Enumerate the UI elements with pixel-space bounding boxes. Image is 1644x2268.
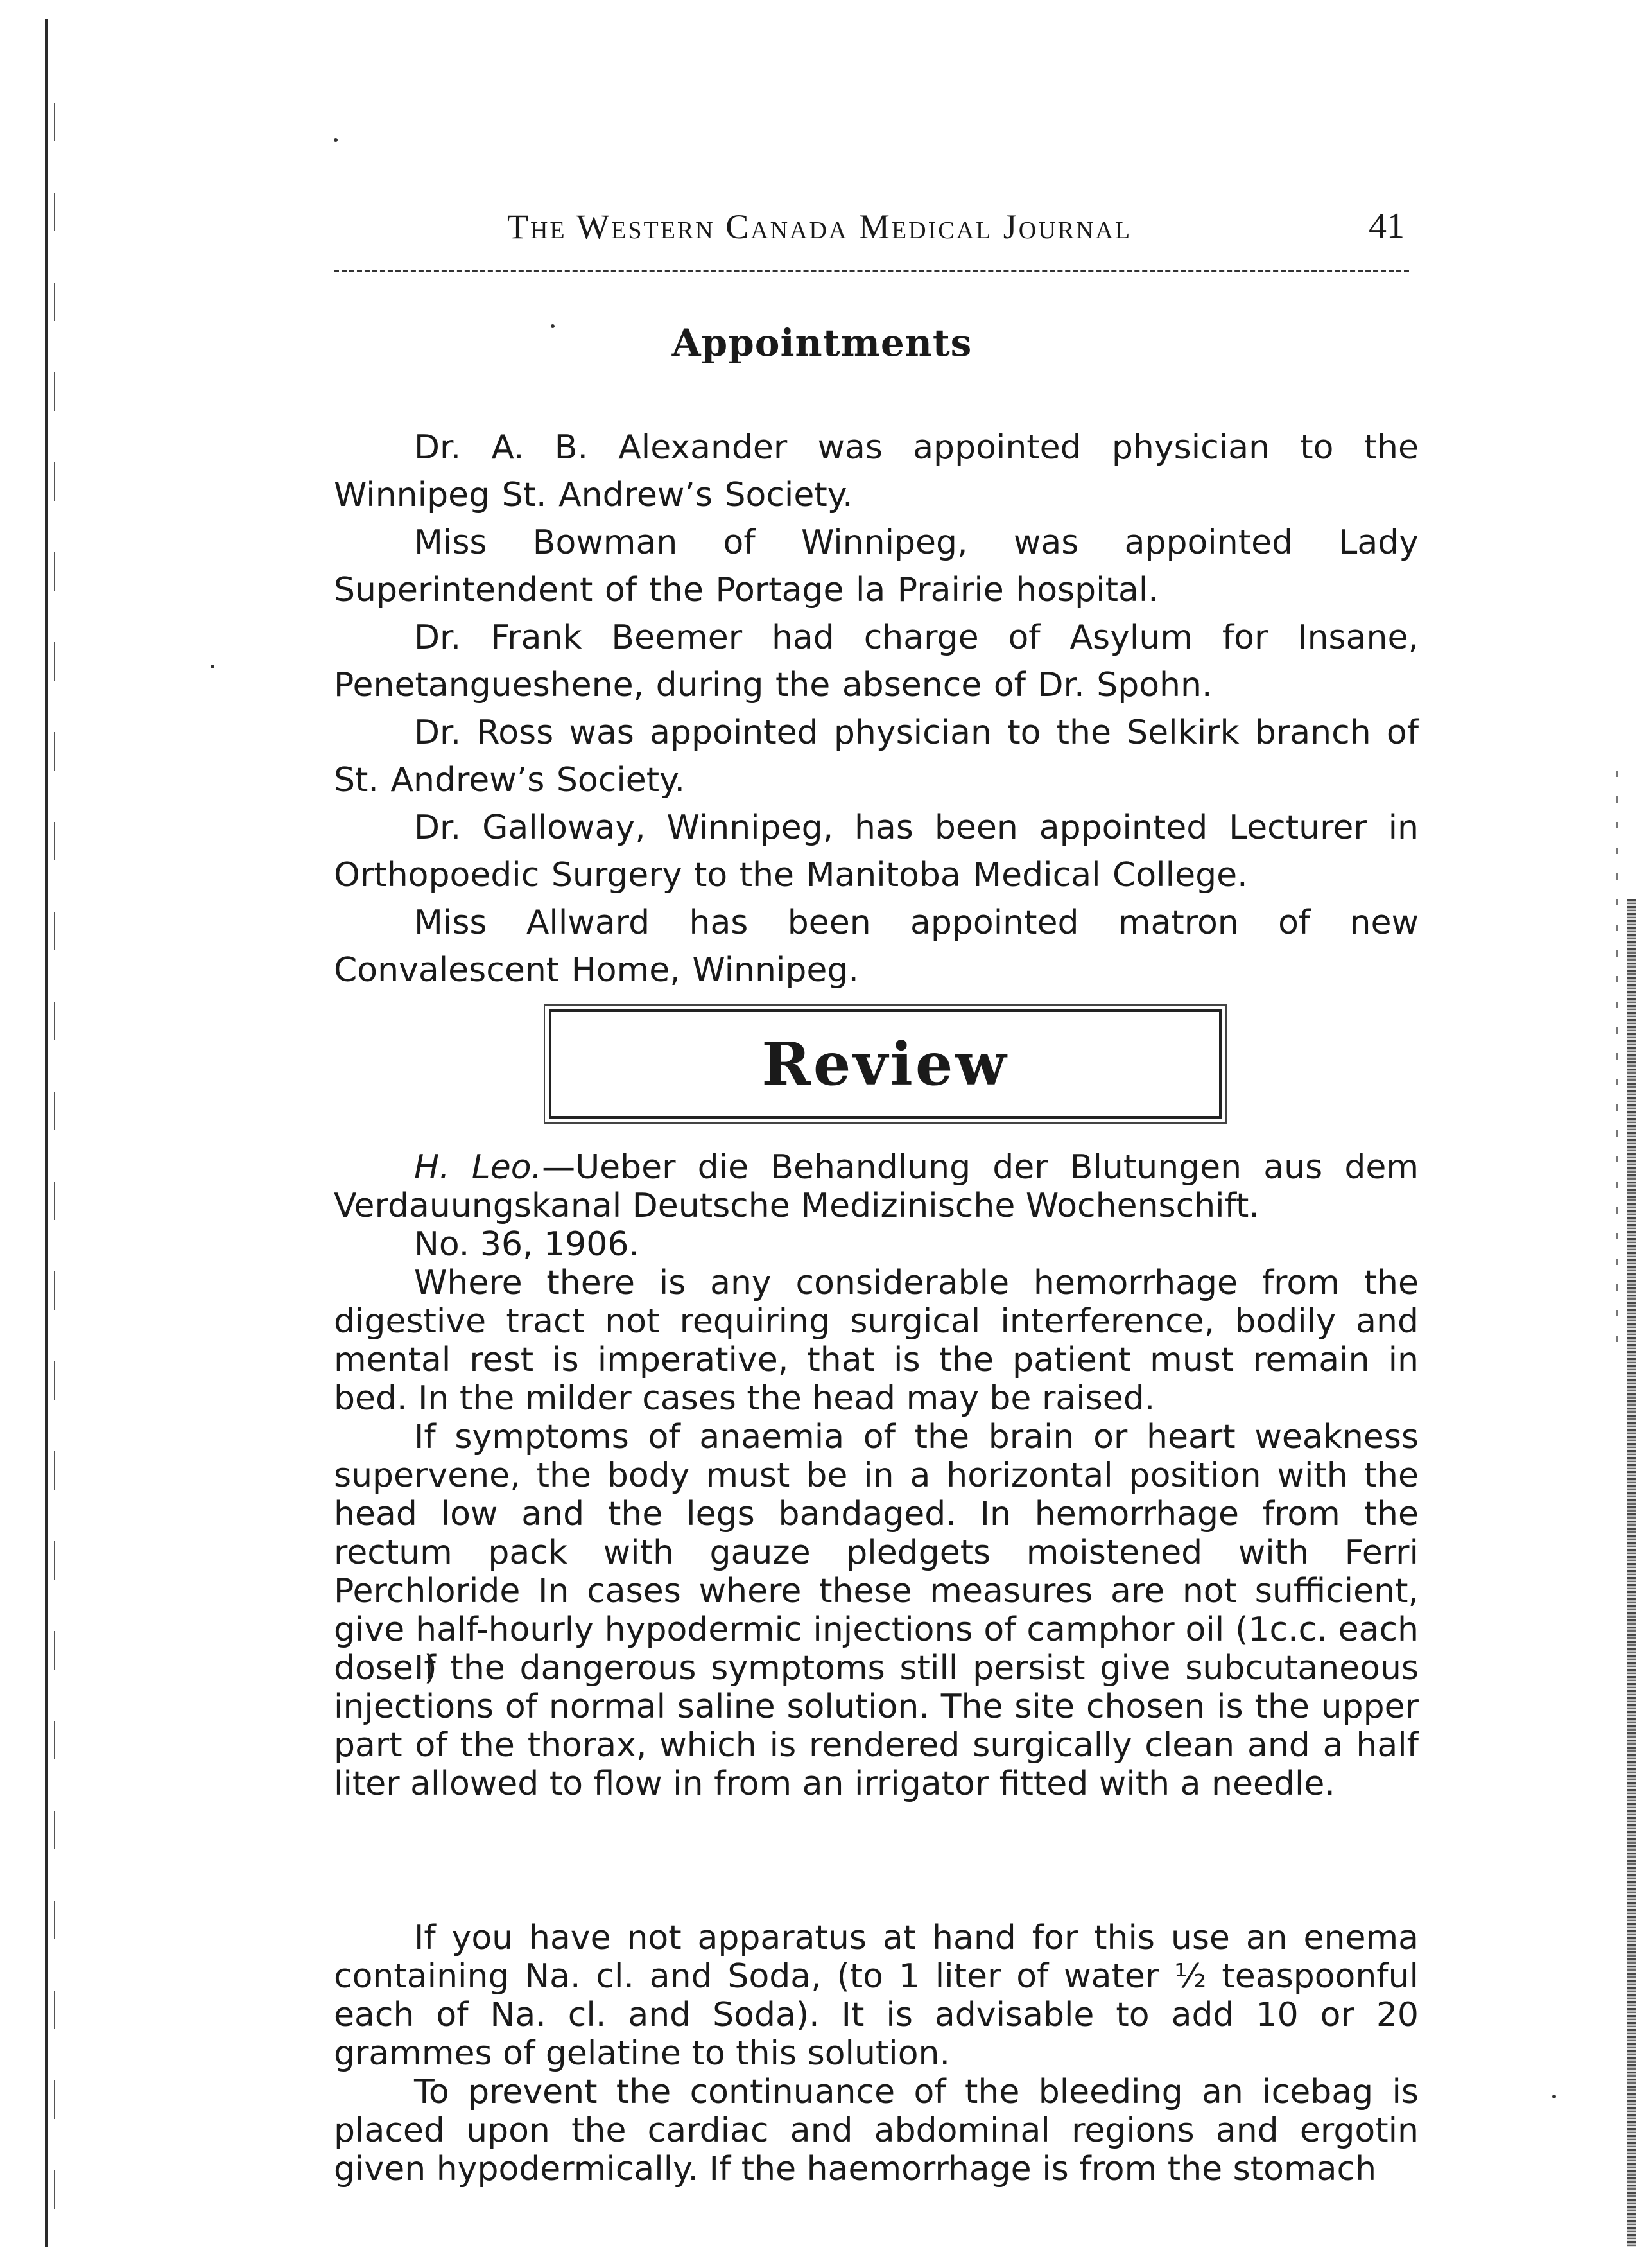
review-paragraph: Where there is any considerable hemorrhage from the digestive tract not requiring surgical interference, bodily and mental rest is imperative, that is the patient must remain in bed. In the milder cases the head may be raised. bbox=[334, 1264, 1419, 1418]
review-heading-box bbox=[549, 1009, 1222, 1119]
scan-left-edge-secondary bbox=[54, 103, 55, 2222]
appointment-paragraph: Dr. Frank Beemer had charge of Asylum for Insane, Penetangueshene, during the absence of Dr. Spohn. bbox=[334, 618, 1419, 704]
appointment-paragraph: Dr. A. B. Alexander was appointed physician to the Winnipeg St. Andrew’s Society. bbox=[334, 428, 1419, 514]
scan-speck bbox=[1552, 2095, 1556, 2098]
appointment-paragraph: Miss Allward has been appointed matron of new Convalescent Home, Winnipeg. bbox=[334, 903, 1419, 990]
review-paragraph: If symptoms of anaemia of the brain or heart weakness supervene, the body must be in a horizontal position with the head low and the legs bandaged. In hemorrhage from the rectum pack with gauze pledgets moistened with Ferri Perchloride In cases where these measures are not sufficient, give half-hourly hypodermic injections of camphor oil (1c.c. each dose.) bbox=[334, 1418, 1419, 1688]
header-rule bbox=[334, 270, 1409, 272]
page-number: 41 bbox=[1369, 206, 1405, 246]
review-heading: Review bbox=[761, 1029, 1009, 1099]
review-paragraph: If the dangerous symptoms still persist give subcutaneous injections of normal saline solution. The site chosen is the upper part of the thorax, which is rendered surgically clean and a half liter allowed to flow in from an irrigator fitted with a needle. bbox=[334, 1649, 1419, 1803]
appointments-heading: Appointments bbox=[671, 321, 973, 365]
appointment-paragraph: Dr. Ross was appointed physician to the Selkirk branch of St. Andrew’s Society. bbox=[334, 713, 1419, 799]
appointment-paragraph: Miss Bowman of Winnipeg, was appointed Lady Superintendent of the Portage la Prairie hospital. bbox=[334, 523, 1419, 609]
running-header-title: The Western Canada Medical Journal bbox=[507, 207, 1132, 246]
review-citation-text: —Ueber die Behandlung der Blutungen aus dem Verdauungskanal Deutsche Medizinische Wochenschift. bbox=[334, 1148, 1419, 1225]
review-citation bbox=[334, 1148, 1419, 1225]
review-citation-issue: No. 36, 1906. bbox=[414, 1225, 639, 1264]
review-paragraph: If you have not apparatus at hand for this use an enema containing Na. cl. and Soda, (to 1 liter of water ½ teaspoonful each of Na. cl. and Soda). It is advisable to add 10 or 20 grammes of gelatine to this solution. bbox=[334, 1919, 1419, 2073]
review-paragraph: To prevent the continuance of the bleeding an icebag is placed upon the cardiac and abdominal regions and ergotin given hypodermically. If the haemorrhage is from the stomach bbox=[334, 2073, 1419, 2188]
scan-speck bbox=[211, 665, 214, 668]
scan-speck bbox=[334, 138, 338, 142]
scan-right-edge bbox=[1627, 899, 1636, 2247]
review-citation-author: H. Leo. bbox=[414, 1148, 542, 1187]
scan-right-edge-secondary bbox=[1616, 771, 1618, 1348]
appointment-paragraph: Dr. Galloway, Winnipeg, has been appointed Lecturer in Orthopoedic Surgery to the Manitoba Medical College. bbox=[334, 808, 1419, 894]
